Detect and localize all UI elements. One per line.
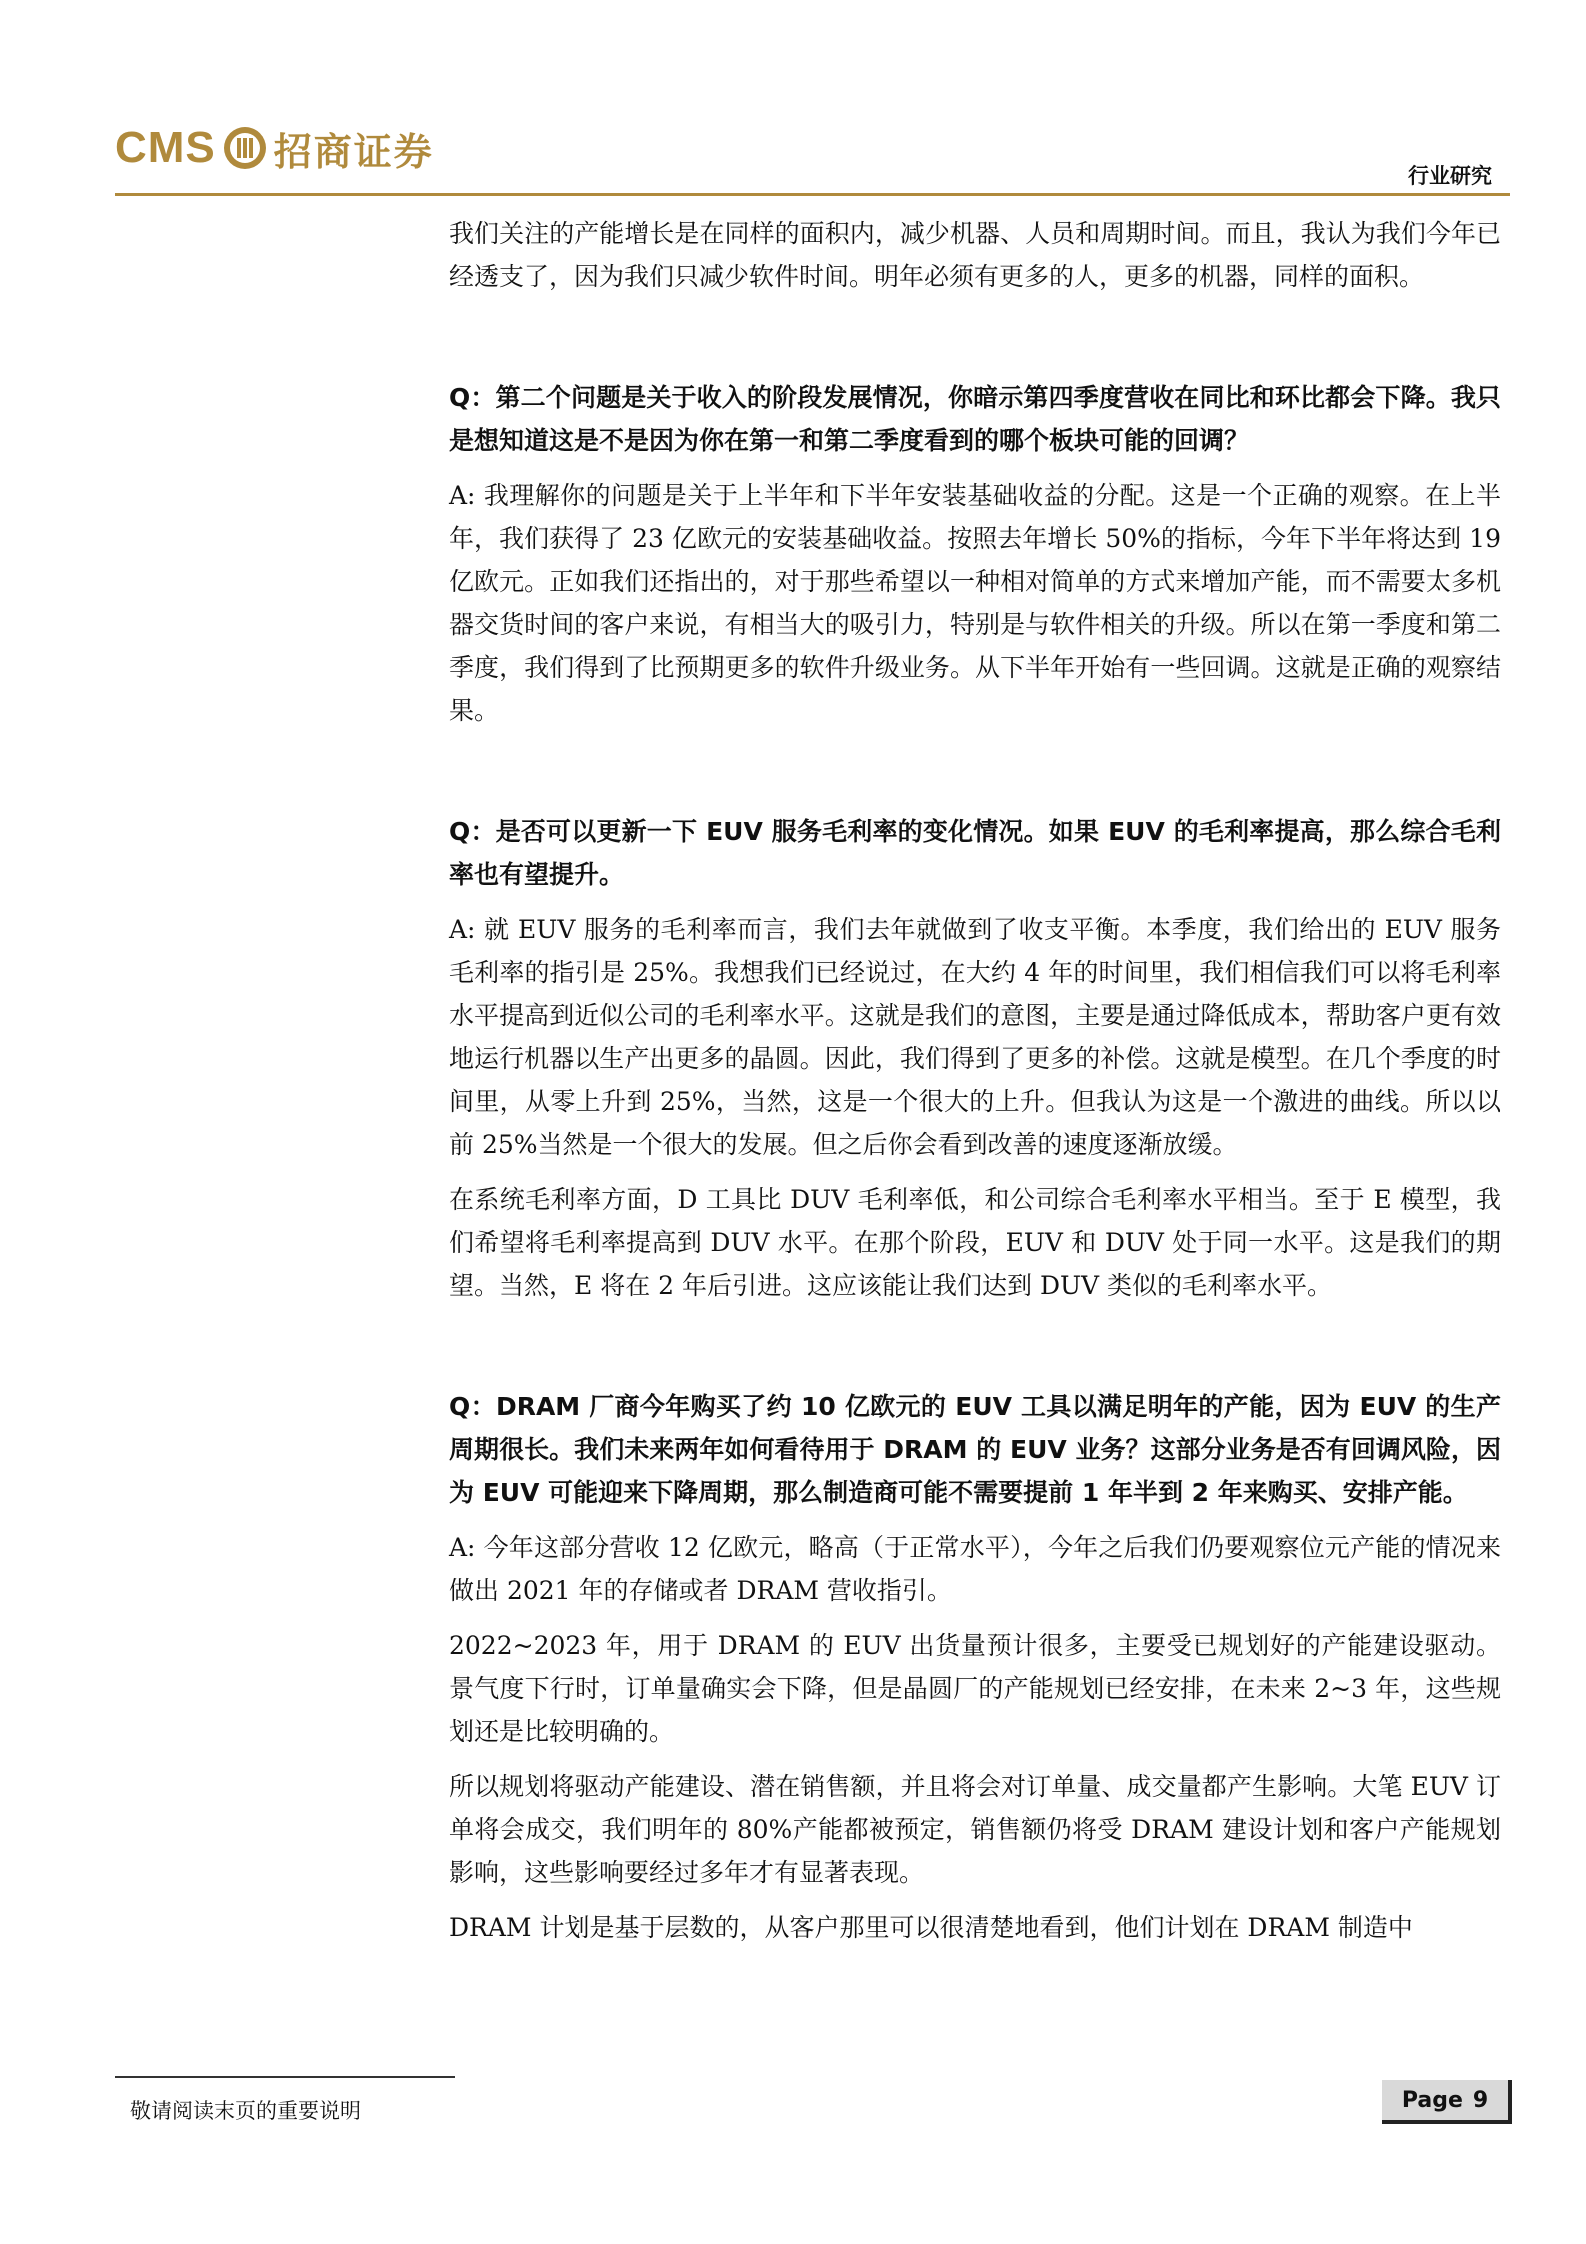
section-spacer [449,310,1501,376]
question-paragraph: Q：第二个问题是关于收入的阶段发展情况，你暗示第四季度营收在同比和环比都会下降。我只是想知道这是不是因为你在第一和第二季度看到的哪个板块可能的回调？ [449,383,1501,455]
section-label: 行业研究 [1408,164,1492,188]
section-spacer [449,744,1501,810]
question-paragraph: Q：DRAM 厂商今年购买了约 10 亿欧元的 EUV 工具以满足明年的产能，因为 EUV 的生产周期很长。我们未来两年如何看待用于 DRAM 的 EUV 业务？这部分业务是否有回调风险，因为 EUV 可能迎来下降周期，那么制造商可能不需要提前 1 年半到 2 年来购买、安排产能。 [449,1392,1501,1507]
section-spacer [449,1319,1501,1385]
answer-paragraph: 2022~2023 年，用于 DRAM 的 EUV 出货量预计很多，主要受已规划好的产能建设驱动。景气度下行时，订单量确实会下降，但是晶圆厂的产能规划已经安排，在未来 2~3 年，这些规划还是比较明确的。 [449,1631,1501,1746]
main-content [449,212,1501,1961]
logo-emblem-icon [222,125,268,171]
page-header [115,118,1510,198]
answer-paragraph: A: 就 EUV 服务的毛利率而言，我们去年就做到了收支平衡。本季度，我们给出的 EUV 服务毛利率的指引是 25%。我想我们已经说过，在大约 4 年的时间里，我们相信我们可以将毛利率水平提高到近似公司的毛利率水平。这就是我们的意图，主要是通过降低成本，帮助客户更有效地运行机器以生产出更多的晶圆。因此，我们得到了更多的补偿。这就是模型。在几个季度的时间里，从零上升到 25%，当然，这是一个很大的上升。但我认为这是一个激进的曲线。所以以前 25%当然是一个很大的发展。但之后你会看到改善的速度逐渐放缓。 [449,915,1501,1159]
answer-paragraph: 在系统毛利率方面，D 工具比 DUV 毛利率低，和公司综合毛利率水平相当。至于 E 模型，我们希望将毛利率提高到 DUV 水平。在那个阶段，EUV 和 DUV 处于同一水平。这是我们的期望。当然，E 将在 2 年后引进。这应该能让我们达到 DUV 类似的毛利率水平。 [449,1185,1501,1300]
disclaimer-note: 敬请阅读末页的重要说明 [130,2099,361,2123]
company-logo [115,118,434,178]
answer-paragraph: A: 我理解你的问题是关于上半年和下半年安装基础收益的分配。这是一个正确的观察。在上半年，我们获得了 23 亿欧元的安装基础收益。按照去年增长 50%的指标，今年下半年将达到 19 亿欧元。正如我们还指出的，对于那些希望以一种相对简单的方式来增加产能，而不需要太多机器交货时间的客户来说，有相当大的吸引力，特别是与软件相关的升级。所以在第一季度和第二季度，我们得到了比预期更多的软件升级业务。从下半年开始有一些回调。这就是正确的观察结果。 [449,481,1501,725]
question-paragraph: Q：是否可以更新一下 EUV 服务毛利率的变化情况。如果 EUV 的毛利率提高，那么综合毛利率也有望提升。 [449,817,1501,889]
header-divider [115,193,1510,196]
answer-paragraph: DRAM 计划是基于层数的，从客户那里可以很清楚地看到，他们计划在 DRAM 制造中 [449,1913,1413,1942]
answer-paragraph: A: 今年这部分营收 12 亿欧元，略高（于正常水平），今年之后我们仍要观察位元产能的情况来做出 2021 年的存储或者 DRAM 营收指引。 [449,1533,1501,1605]
answer-paragraph: 我们关注的产能增长是在同样的面积内，减少机器、人员和周期时间。而且，我认为我们今年已经透支了，因为我们只减少软件时间。明年必须有更多的人，更多的机器，同样的面积。 [449,219,1501,291]
page-number: 9 [1472,2087,1489,2113]
page-number-box [1382,2080,1512,2124]
answer-paragraph: 所以规划将驱动产能建设、潜在销售额，并且将会对订单量、成交量都产生影响。大笔 EUV 订单将会成交，我们明年的 80%产能都被预定，销售额仍将受 DRAM 建设计划和客户产能规划影响，这些影响要经过多年才有显著表现。 [449,1772,1501,1887]
logo-latin-text: CMS [115,123,216,172]
logo-chinese-text: 招商证券 [273,128,434,174]
footer-divider [115,2076,455,2078]
page-label: Page [1401,2087,1463,2113]
